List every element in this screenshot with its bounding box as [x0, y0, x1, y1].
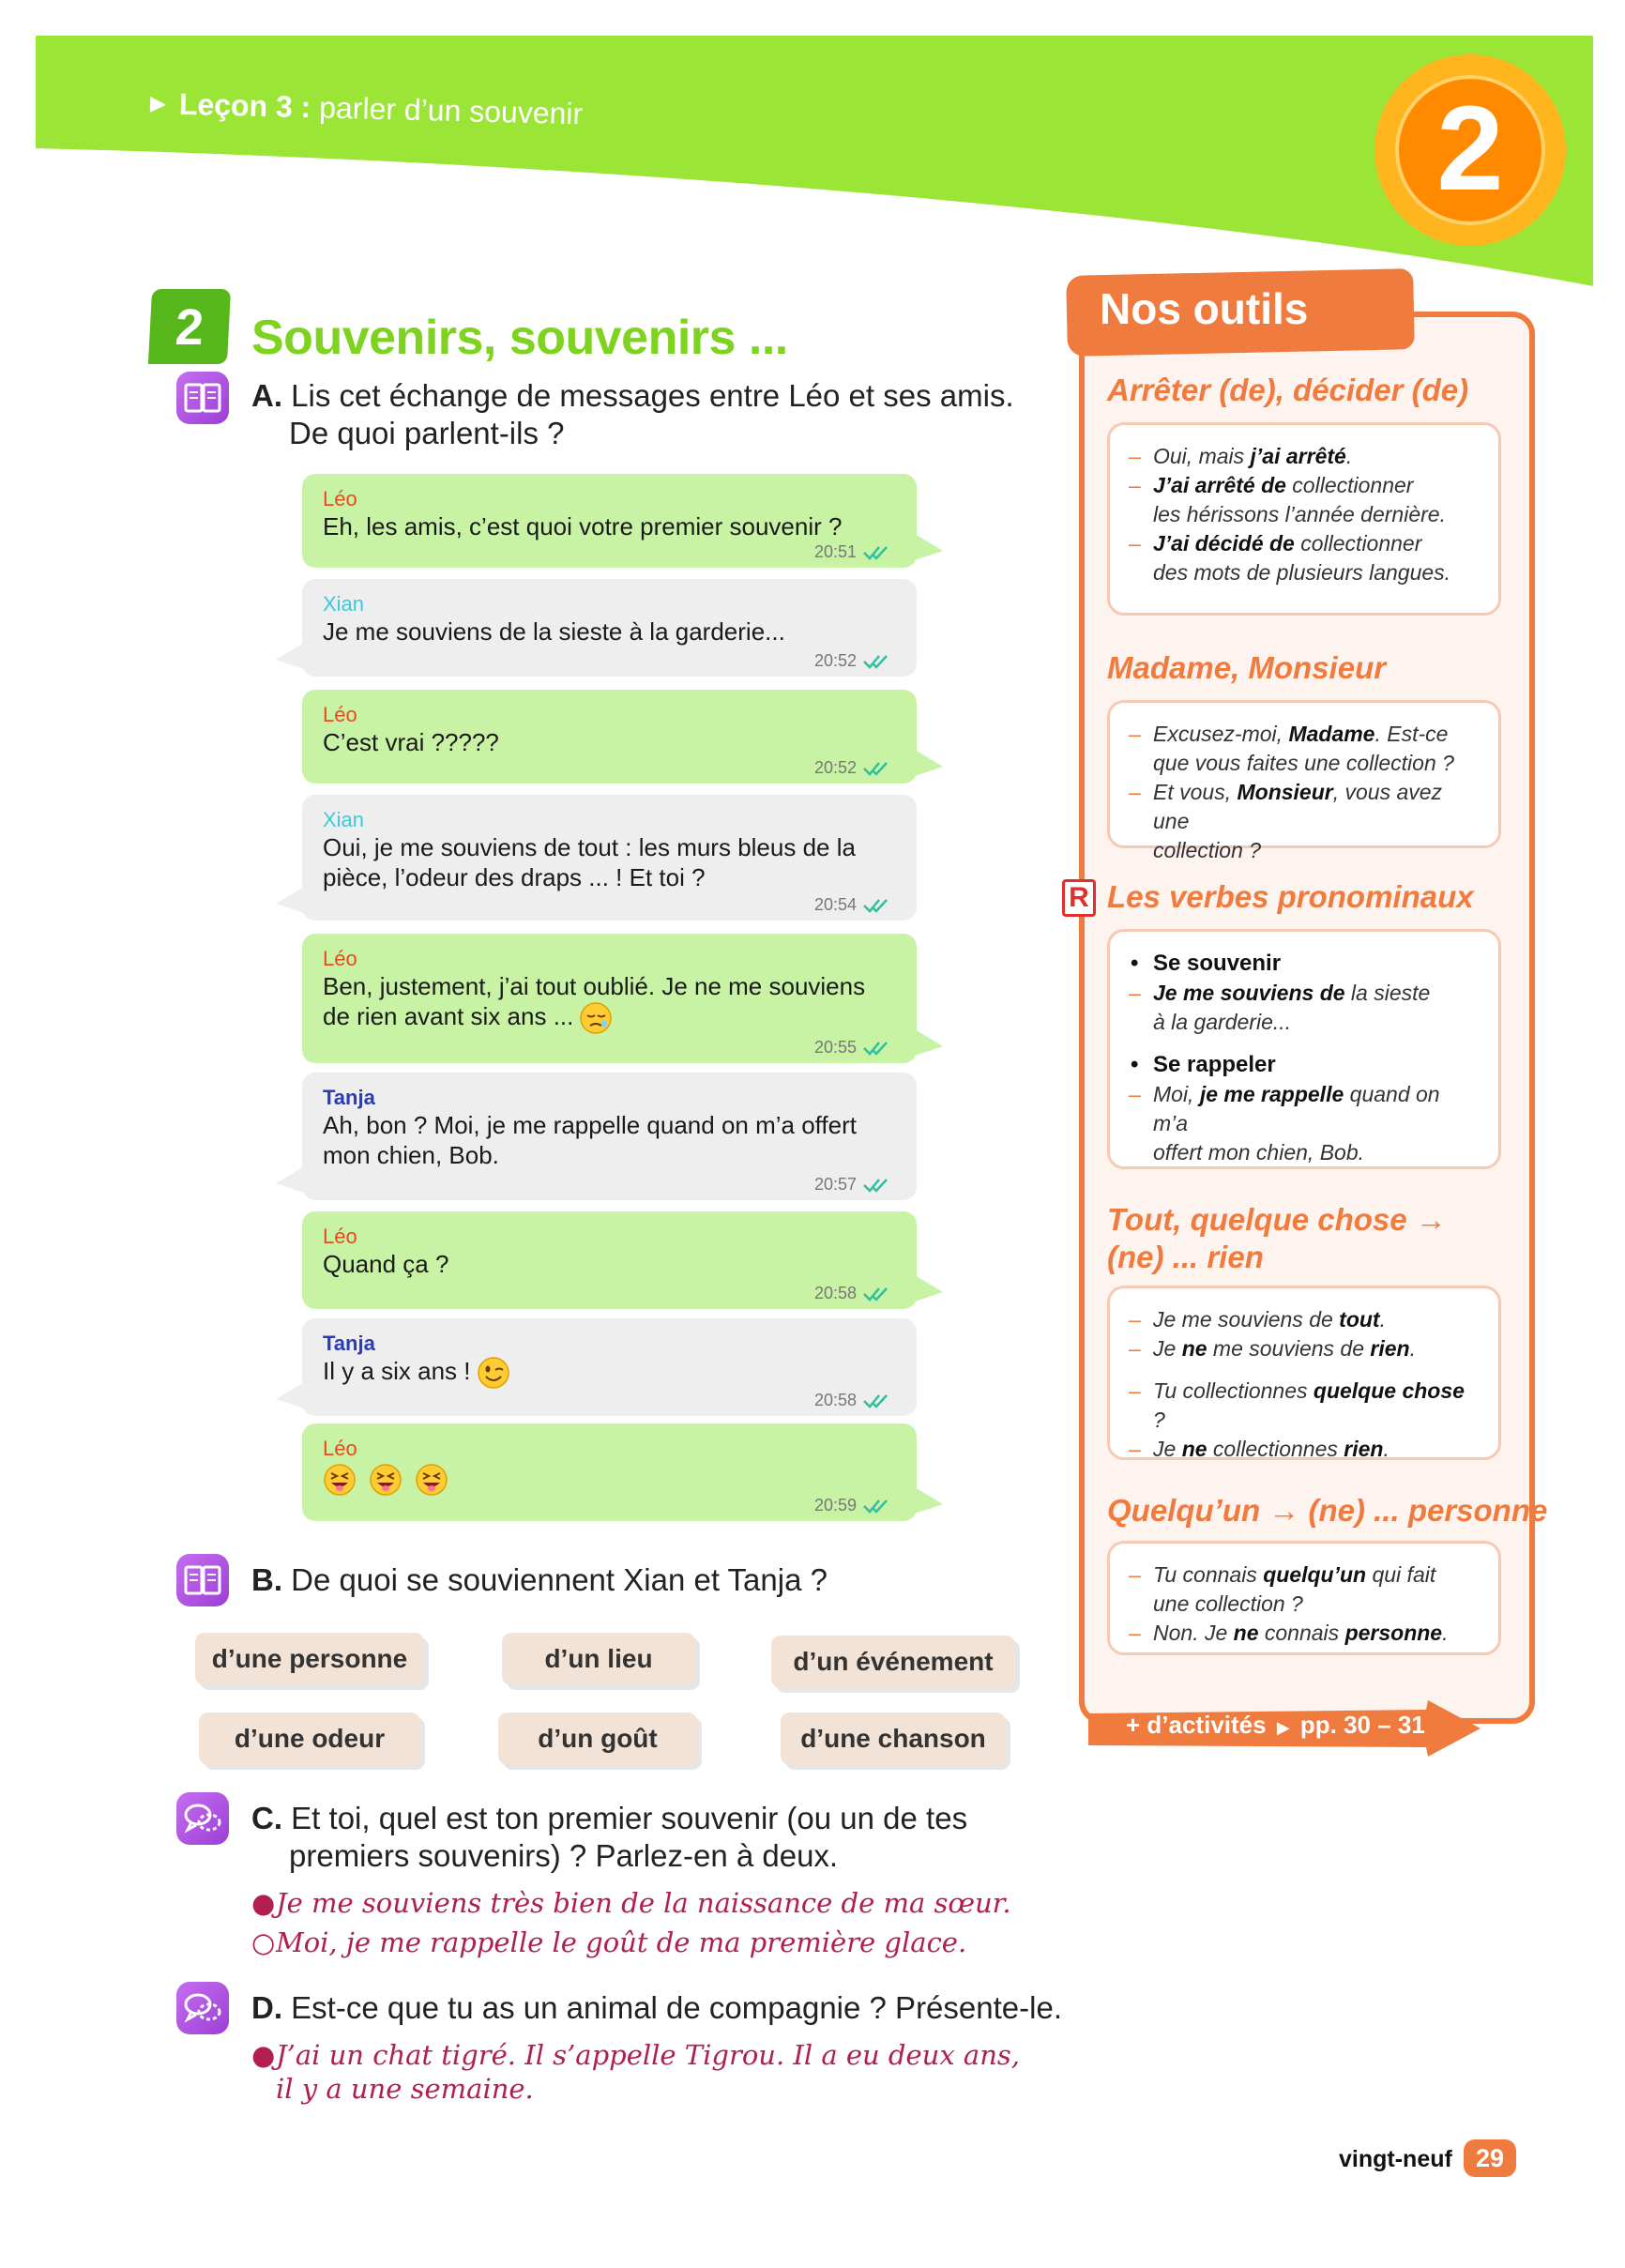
outils-box-pronominaux	[1107, 929, 1501, 1169]
answer-chip[interactable]: d’un goût	[498, 1712, 697, 1765]
squinting-tongue-face-icon	[415, 1463, 448, 1497]
answer-chip[interactable]: d’une personne	[195, 1633, 424, 1685]
book-icon	[176, 372, 229, 424]
lesson-topic: parler d’un souvenir	[318, 90, 584, 131]
outils-example: – Tu collectionnes quelque chose ?	[1129, 1378, 1465, 1432]
unit-badge	[1372, 52, 1569, 249]
message-time: 20:52	[813, 758, 857, 777]
double-check-icon	[862, 1286, 896, 1302]
outils-heading-arreter: Arrêter (de), décider (de)	[1107, 373, 1469, 407]
message-text: Ah, bon ? Moi, je me rappelle quand on m’a offert	[323, 1111, 857, 1139]
r-reference-icon: R	[1062, 879, 1096, 917]
message-text: de rien avant six ans ...	[323, 1002, 574, 1030]
message-time: 20:52	[813, 651, 857, 670]
message-text: Je me souviens de la sieste à la garderie...	[323, 617, 785, 646]
outils-example: – Excusez-moi, Madame. Est-ce que vous faites une collection ?	[1129, 722, 1454, 775]
page-number-words: vingt-neuf	[1339, 2146, 1452, 2172]
outils-heading-madame: Madame, Monsieur	[1107, 650, 1387, 685]
outils-verb: • Se rappeler	[1129, 1050, 1480, 1080]
message-text: Ben, justement, j’ai tout oublié. Je ne me souviens	[323, 972, 866, 1000]
message-sender: Léo	[323, 1437, 357, 1460]
outils-box-tout	[1107, 1286, 1501, 1460]
chat-message	[302, 934, 917, 1063]
double-check-icon	[862, 1498, 896, 1515]
activity-d-example	[251, 2038, 1020, 2106]
message-sender: Tanja	[323, 1332, 375, 1355]
message-text: C’est vrai ?????	[323, 728, 499, 756]
message-time: 20:58	[813, 1391, 857, 1409]
outils-heading-tout	[1107, 1201, 1447, 1276]
outils-example: – Non. Je ne connais personne.	[1129, 1621, 1449, 1645]
chat-message	[302, 579, 917, 677]
activity-c-line1: Et toi, quel est ton premier souvenir (ou un de tes	[291, 1801, 968, 1835]
message-text: Il y a six ans !	[323, 1357, 471, 1385]
activity-c-line2: premiers souvenirs) ? Parlez-en à deux.	[289, 1838, 839, 1873]
unit-number: 2	[1436, 82, 1504, 216]
lesson-label: Leçon 3 :	[178, 86, 311, 125]
message-sender: Léo	[323, 947, 357, 970]
filled-bullet: ●	[251, 2039, 276, 2071]
more-activities-link[interactable]	[1126, 1711, 1425, 1740]
message-sender: Léo	[323, 487, 357, 510]
message-sender: Léo	[323, 703, 357, 726]
section-title: Souvenirs, souvenirs ...	[251, 311, 788, 365]
nos-outils-title: Nos outils	[1100, 284, 1309, 333]
outils-heading-line: Tout, quelque chose →	[1107, 1202, 1447, 1237]
outils-box-madame	[1107, 700, 1501, 862]
book-icon	[176, 1554, 229, 1606]
message-time: 20:51	[813, 542, 857, 561]
outils-heading-pronominaux: Les verbes pronominaux	[1107, 879, 1474, 914]
activity-c-example-1	[251, 1886, 1011, 1920]
chat-message	[302, 1211, 917, 1309]
example-text: Je me souviens très bien de la naissance de ma sœur.	[276, 1887, 1011, 1919]
outils-example: – Je me souviens de tout.	[1129, 1307, 1386, 1332]
chat-message	[302, 690, 917, 784]
winking-face-icon	[477, 1356, 510, 1390]
section-number: 2	[148, 289, 231, 364]
message-sender: Léo	[323, 1225, 357, 1248]
outils-example: – Je ne me souviens de rien.	[1129, 1336, 1416, 1361]
play-arrow-icon: ▶	[1276, 1718, 1290, 1737]
speech-bubbles-icon	[176, 1792, 229, 1845]
chat-message	[302, 1318, 917, 1416]
message-time: 20:58	[813, 1284, 857, 1302]
outils-example: – Et vous, Monsieur, vous avez une collection ?	[1129, 780, 1443, 862]
double-check-icon	[862, 1040, 896, 1057]
message-time: 20:55	[813, 1038, 857, 1057]
double-check-icon	[862, 1177, 896, 1194]
example-text: il y a une semaine.	[276, 2073, 534, 2105]
message-time: 20:54	[813, 895, 857, 914]
activity-a-line2: De quoi parlent-ils ?	[289, 416, 565, 450]
squinting-tongue-face-icon	[323, 1463, 357, 1497]
message-sender: Tanja	[323, 1086, 375, 1109]
activity-c-letter: C.	[251, 1801, 282, 1835]
message-sender: Xian	[323, 592, 365, 616]
double-check-icon	[862, 1393, 896, 1409]
activity-d-letter: D.	[251, 1990, 282, 2025]
example-text: Moi, je me rappelle le goût de ma première glace.	[276, 1926, 967, 1958]
activity-b-text: De quoi se souviennent Xian et Tanja ?	[291, 1562, 828, 1597]
activity-b-instruction	[251, 1561, 828, 1599]
message-time: 20:59	[813, 1496, 857, 1515]
play-arrow-icon: ▶	[149, 91, 167, 115]
message-time: 20:57	[813, 1175, 857, 1194]
outils-example: – J’ai décidé de collectionner des mots de plusieurs langues.	[1129, 531, 1451, 585]
sleepy-face-icon	[579, 1001, 613, 1035]
message-sender: Xian	[323, 808, 365, 831]
outils-box-arreter	[1107, 422, 1501, 616]
activity-a-letter: A.	[251, 378, 282, 413]
speech-bubbles-icon	[176, 1982, 229, 2034]
chat-conversation	[302, 474, 940, 1515]
outils-verb: • Se souvenir	[1129, 949, 1480, 979]
double-check-icon	[862, 544, 896, 561]
message-text: pièce, l’odeur des draps ... ! Et toi ?	[323, 863, 706, 891]
chat-message	[302, 1073, 917, 1200]
answer-chip[interactable]: d’un lieu	[502, 1633, 695, 1685]
outils-box-quelquun	[1107, 1541, 1501, 1655]
more-activities-label: + d’activités	[1126, 1711, 1267, 1739]
outils-example: – Moi, je me rappelle quand on m’a offert mon chien, Bob.	[1129, 1082, 1440, 1164]
double-check-icon	[862, 897, 896, 914]
answer-chip[interactable]: d’une chanson	[781, 1712, 1006, 1765]
message-text: Oui, je me souviens de tout : les murs bleus de la	[323, 833, 856, 861]
more-activities-pages: pp. 30 – 31	[1299, 1711, 1425, 1739]
activity-d-text: Est-ce que tu as un animal de compagnie ? Présente-le.	[291, 1990, 1062, 2025]
example-text: J’ai un chat tigré. Il s’appelle Tigrou. Il a eu deux ans,	[276, 2039, 1020, 2071]
double-check-icon	[862, 653, 896, 670]
outils-heading-line: (ne) ... rien	[1107, 1240, 1264, 1274]
activity-c-instruction	[251, 1800, 967, 1875]
chat-message	[302, 1423, 917, 1521]
outils-example: – Oui, mais j’ai arrêté.	[1129, 444, 1353, 468]
squinting-tongue-face-icon	[369, 1463, 402, 1497]
activity-c-example-2	[251, 1926, 966, 1959]
answer-chip[interactable]: d’un événement	[771, 1636, 1015, 1688]
activity-a-line1: Lis cet échange de messages entre Léo et ses amis.	[291, 378, 1014, 413]
message-text: Eh, les amis, c’est quoi votre premier souvenir ?	[323, 512, 843, 540]
double-check-icon	[862, 760, 896, 777]
chat-message	[302, 474, 917, 568]
page-number-badge: 29	[1464, 2139, 1516, 2177]
outils-example: – Je me souviens de la sieste à la garderie...	[1129, 981, 1431, 1034]
activity-b-letter: B.	[251, 1562, 282, 1597]
open-bullet: ○	[251, 1926, 276, 1958]
filled-bullet: ●	[251, 1887, 276, 1919]
outils-heading-quelquun: Quelqu’un → (ne) ... personne	[1107, 1493, 1548, 1528]
outils-example: – Je ne collectionnes rien.	[1129, 1437, 1390, 1461]
outils-example: – Tu connais quelqu’un qui fait une collection ?	[1129, 1562, 1436, 1616]
message-text: mon chien, Bob.	[323, 1141, 499, 1169]
activity-d-instruction	[251, 1989, 1062, 2027]
message-text: Quand ça ?	[323, 1250, 449, 1278]
outils-example: – J’ai arrêté de collectionner les hérissons l’année dernière.	[1129, 473, 1446, 526]
answer-chip[interactable]: d’une odeur	[199, 1712, 420, 1765]
activity-a-instruction	[251, 377, 1014, 452]
chat-message	[302, 795, 917, 921]
